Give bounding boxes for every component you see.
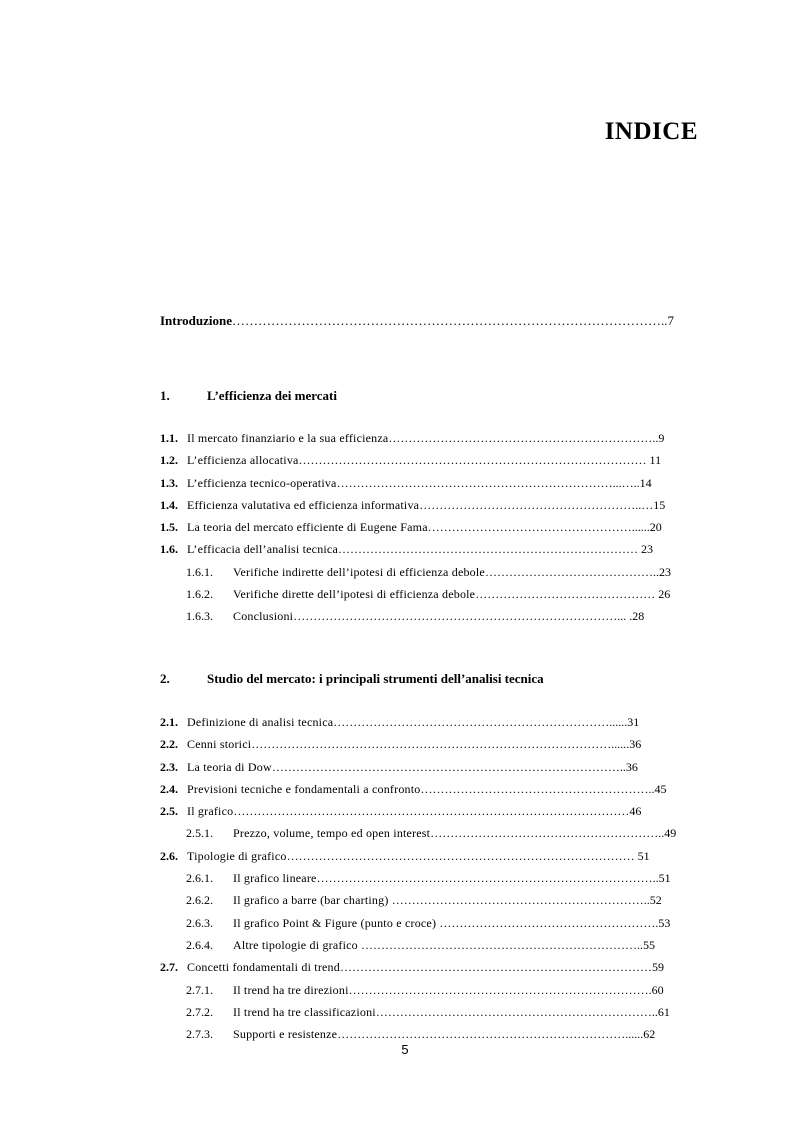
toc-entry[interactable]: [160, 733, 698, 755]
toc-leader-dots: …………………………………………………..: [420, 781, 655, 796]
toc-entry-number: 2.1.: [160, 715, 178, 729]
toc-page-number: 36: [625, 759, 638, 774]
page-number: 5: [401, 1042, 409, 1057]
toc-page-number: 51: [658, 871, 671, 886]
toc-entry-number: 1.2.: [160, 453, 178, 468]
toc-entry-label: L’efficienza tecnico-operativa: [187, 475, 337, 490]
toc-leader-dots: ………………………………………………..…: [419, 497, 654, 512]
toc-entry-number: 1.3.: [160, 475, 178, 490]
toc-entry-label: Il grafico Point & Figure (punto e croce): [233, 915, 440, 930]
toc-entry-label: Cenni storici: [187, 737, 252, 752]
toc-entry[interactable]: [160, 800, 698, 822]
toc-subentry[interactable]: [160, 822, 698, 844]
toc-entry-label: Il trend ha tre direzioni: [233, 982, 349, 997]
toc-entry[interactable]: [160, 472, 698, 494]
toc-entry-label: Conclusioni: [233, 609, 294, 624]
toc-leader-dots: ……………………………………………………………………: [339, 960, 652, 975]
toc-subentry[interactable]: [160, 561, 698, 583]
toc-leader-dots: ………………………………………: [475, 587, 656, 602]
toc-entry[interactable]: [160, 711, 698, 733]
toc-entry-label: Il trend ha tre classificazioni: [233, 1004, 376, 1019]
toc-page-number: 61: [657, 1004, 670, 1019]
toc-entry[interactable]: [160, 516, 698, 538]
toc-entry-number: 2.6.1.: [186, 871, 213, 886]
toc-entry-label: L’efficienza allocativa: [187, 453, 299, 468]
toc-entry-label: Verifiche indirette dell’ipotesi di efficienza debole: [233, 564, 485, 579]
toc-entry-number: 1.6.2.: [186, 587, 213, 602]
chapter-number: 1.: [160, 388, 170, 403]
toc-leader-dots: ……………………………………………………………………………: [298, 453, 647, 468]
page-title: INDICE: [604, 118, 698, 145]
toc-page-number: 9: [658, 431, 665, 445]
toc-page-number: 36: [629, 737, 642, 752]
toc-leader-dots: …………………………………………………..: [430, 826, 665, 841]
toc-page-number: 26: [655, 587, 671, 602]
chapter-2-entries: [160, 711, 698, 1045]
toc-entry-number: 1.6.1.: [186, 564, 213, 579]
toc-entry-number: 2.7.2.: [186, 1004, 213, 1019]
toc-subentry[interactable]: [160, 1001, 698, 1023]
toc-page-number: 20: [649, 520, 662, 535]
toc-leader-dots: …………………………………………………………………………..: [316, 871, 659, 886]
toc-page-number: 46: [629, 804, 642, 819]
chapter-title: Studio del mercato: i principali strumenti dell’analisi tecnica: [207, 671, 544, 686]
toc-entry-label: Introduzione: [160, 313, 232, 328]
toc-entry-number: 2.6.3.: [186, 915, 213, 930]
toc-subentry[interactable]: [160, 583, 698, 605]
toc-entry-number: 2.5.: [160, 804, 178, 819]
toc-leader-dots: ……………………………………………………………………………..: [271, 759, 626, 774]
toc-entry-number: 2.7.1.: [186, 982, 213, 997]
toc-page-number: 45: [654, 781, 667, 796]
toc-leader-dots: …………………………………………………………..: [388, 431, 659, 445]
toc-leader-dots: ………………………………………………………………………………………..: [232, 313, 668, 328]
toc-page-number: 7: [667, 313, 674, 328]
toc-entry-number: 2.7.: [160, 960, 178, 975]
toc-entry-number: 1.1.: [160, 431, 178, 445]
toc-page-number: 23: [658, 564, 671, 579]
toc-leader-dots: ……………………………………………………………...…..: [336, 475, 640, 490]
toc-page-number: 49: [664, 826, 677, 841]
toc-leader-dots: ………………………………………………………………......: [337, 1027, 644, 1042]
toc-subentry[interactable]: [160, 979, 698, 1001]
toc-entry-label: Il grafico a barre (bar charting): [233, 893, 392, 908]
chapter-2-heading: [160, 671, 700, 687]
toc-entry-number: 1.6.: [160, 542, 178, 557]
toc-leader-dots: ………………………………………………………………………………………: [233, 804, 630, 819]
toc-entry[interactable]: [160, 845, 698, 867]
toc-leader-dots: ……………………………………………………………..: [375, 1004, 658, 1019]
toc-entry[interactable]: [160, 756, 698, 778]
toc-page-number: 51: [634, 848, 650, 863]
toc-entry[interactable]: [160, 956, 698, 978]
toc-entry-label: Altre tipologie di grafico: [233, 937, 362, 952]
toc-entry-number: 1.6.3.: [186, 609, 213, 624]
toc-entry[interactable]: [160, 494, 698, 516]
toc-entry-number: 2.6.: [160, 848, 178, 863]
toc-subentry[interactable]: [160, 889, 698, 911]
toc-entry[interactable]: [160, 427, 698, 449]
toc-page-number: 28: [632, 609, 645, 624]
toc-entry-number: 1.4.: [160, 497, 178, 512]
toc-leader-dots: ……………………………………………………………..: [361, 937, 644, 952]
toc-entry-label: La teoria del mercato efficiente di Eugene Fama: [187, 520, 428, 535]
toc-entry-label: Previsioni tecniche e fondamentali a confronto: [187, 781, 421, 796]
toc-page-number: 52: [649, 893, 662, 908]
toc-page-number: 59: [651, 960, 664, 975]
toc-entry-number: 2.5.1.: [186, 826, 213, 841]
toc-entry[interactable]: [160, 778, 698, 800]
toc-page-number: 31: [627, 715, 640, 729]
toc-entry-label: Il mercato finanziario e la sua efficienza: [187, 431, 389, 445]
toc-leader-dots: ………………………………………………………………………... .: [293, 609, 633, 624]
toc-entry-label: Verifiche dirette dell’ipotesi di efficienza debole: [233, 587, 476, 602]
toc-entry-number: 1.5.: [160, 520, 178, 535]
toc-entry-label: Il grafico: [187, 804, 234, 819]
toc-page-number: 60: [651, 982, 664, 997]
toc-entry-label: L’efficacia dell’analisi tecnica: [187, 542, 338, 557]
toc-subentry[interactable]: [160, 867, 698, 889]
toc-entry-number: 2.3.: [160, 759, 178, 774]
toc-leader-dots: ……………………………………………......: [427, 520, 650, 535]
toc-entry-label: Il grafico lineare: [233, 871, 317, 886]
toc-subentry[interactable]: [160, 912, 698, 934]
toc-leader-dots: …………………………………………………………………: [338, 542, 638, 557]
toc-page-number: 15: [653, 497, 666, 512]
toc-entry[interactable]: [160, 538, 698, 560]
toc-leader-dots: ……………………………………………….: [439, 915, 659, 930]
toc-entry-number: 2.6.4.: [186, 937, 213, 952]
toc-page-number: 62: [643, 1027, 656, 1042]
toc-page-number: 53: [658, 915, 671, 930]
toc-leader-dots: ………………………………………………………..: [391, 893, 650, 908]
toc-page-number: 11: [646, 453, 662, 468]
toc-entry-label: Definizione di analisi tecnica: [187, 715, 334, 729]
toc-entry-number: 2.7.3.: [186, 1027, 213, 1042]
toc-leader-dots: ………………………………………………………………………………......: [251, 737, 630, 752]
toc-entry-number: 2.6.2.: [186, 893, 213, 908]
toc-leader-dots: ……………………………………………………………………………: [286, 848, 635, 863]
toc-entry-number: 2.4.: [160, 781, 178, 796]
toc-subentry[interactable]: [160, 934, 698, 956]
toc-entry[interactable]: [160, 449, 698, 471]
toc-page-number: 23: [638, 542, 653, 557]
chapter-title: L’efficienza dei mercati: [207, 388, 337, 403]
toc-entry-label: Efficienza valutativa ed efficienza informativa: [187, 497, 420, 512]
toc-leader-dots: ……………………………………………………………......: [333, 715, 628, 729]
toc-leader-dots: ………………………………………………………………….: [348, 982, 652, 997]
toc-page-number: 55: [643, 937, 656, 952]
chapter-1-entries: [160, 427, 698, 628]
toc-entry-label: La teoria di Dow: [187, 759, 272, 774]
toc-leader-dots: ……………………………………..: [484, 564, 659, 579]
toc-entry-label: Supporti e resistenze: [233, 1027, 338, 1042]
toc-entry-introduction[interactable]: [160, 313, 696, 329]
toc-entry-number: 2.2.: [160, 737, 178, 752]
toc-entry-label: Concetti fondamentali di trend: [187, 960, 340, 975]
toc-entry-label: Tipologie di grafico: [187, 848, 287, 863]
chapter-number: 2.: [160, 671, 170, 686]
chapter-1-heading: [160, 388, 700, 404]
toc-page-number: 14: [639, 475, 652, 490]
toc-entry-label: Prezzo, volume, tempo ed open interest: [233, 826, 431, 841]
toc-subentry[interactable]: [160, 605, 698, 627]
